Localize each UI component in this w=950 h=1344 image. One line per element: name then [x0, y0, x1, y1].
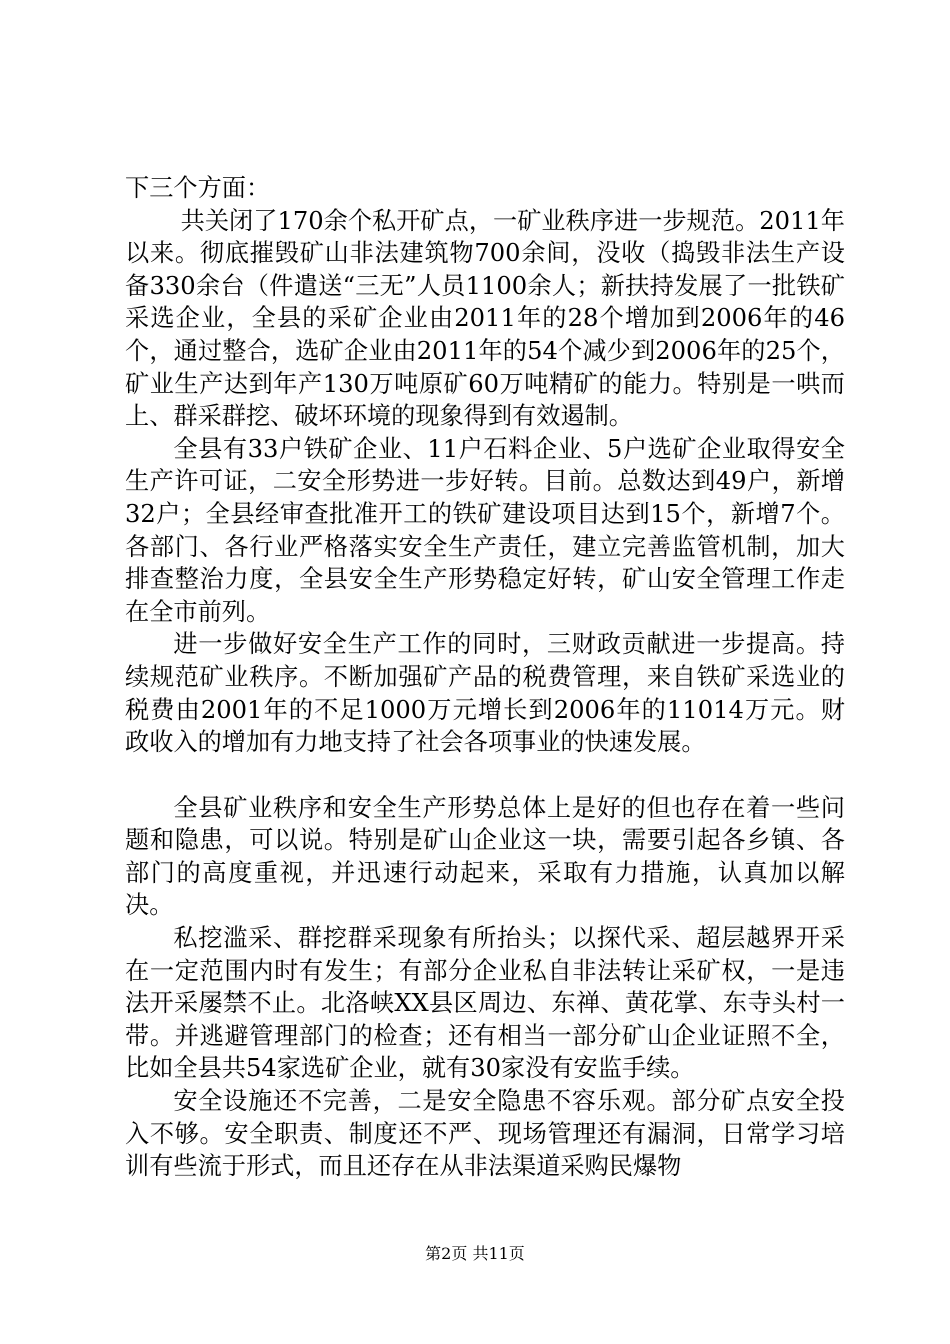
paragraph-heading-line: 下三个方面： — [125, 174, 271, 202]
paragraph-safety-situation: 全县有33户铁矿企业、11户石料企业、5户选矿企业取得安全生产许可证，二安全形势进一步好转。目前。总数达到49户，新增32户；全县经审查批准开工的铁矿建设项目达到15个，新增7个。各部门、各行业严格落实安全生产责任，建立完善监管机制，加大排查整治力度，全县安全生产形势稳定好转，矿山安全管理工作走在全市前列。 — [125, 434, 845, 626]
page-footer: 第2页 共11页 — [425, 1244, 525, 1263]
paragraph-fiscal-contribution: 进一步做好安全生产工作的同时，三财政贡献进一步提高。持续规范矿业秩序。不断加强矿产品的税费管理，来自铁矿采选业的税费由2001年的不足1000万元增长到2006年的11014万元。财政收入的增加有力地支持了社会各项事业的快速发展。 — [125, 630, 845, 757]
paragraph-mining-order: 共关闭了170余个私开矿点，一矿业秩序进一步规范。2011年以来。彻底摧毁矿山非法建筑物700余间，没收（捣毁非法生产设备330余台（件遣送“三无”人员1100余人；新扶持发展了一批铁矿采选企业，全县的采矿企业由2011年的28个增加到2006年的46个，通过整合，选矿企业由2011年的54个减少到2006年的25个，矿业生产达到年产130万吨原矿60万吨精矿的能力。特别是一哄而上、群采群挖、破坏环境的现象得到有效遏制。 — [125, 206, 845, 431]
paragraph-gap — [125, 759, 845, 792]
paragraph-illegal-mining: 私挖滥采、群挖群采现象有所抬头；以探代采、超层越界开采在一定范围内时有发生；有部分企业私自非法转让采矿权，一是违法开采屡禁不止。北洛峡XX县区周边、东禅、黄花掌、东寺头村一带。并逃避管理部门的检查；还有相当一部分矿山企业证照不全，比如全县共54家选矿企业，就有30家没有安监手续。 — [125, 924, 845, 1083]
paragraph-problems-intro: 全县矿业秩序和安全生产形势总体上是好的但也存在着一些问题和隐患，可以说。特别是矿山企业这一块，需要引起各乡镇、各部门的高度重视，并迅速行动起来，采取有力措施，认真加以解决。 — [125, 793, 845, 920]
document-body — [125, 172, 845, 1183]
paragraph-safety-hazards: 安全设施还不完善，二是安全隐患不容乐观。部分矿点安全投入不够。安全职责、制度还不严、现场管理还有漏洞，日常学习培训有些流于形式，而且还存在从非法渠道采购民爆物 — [125, 1087, 845, 1181]
